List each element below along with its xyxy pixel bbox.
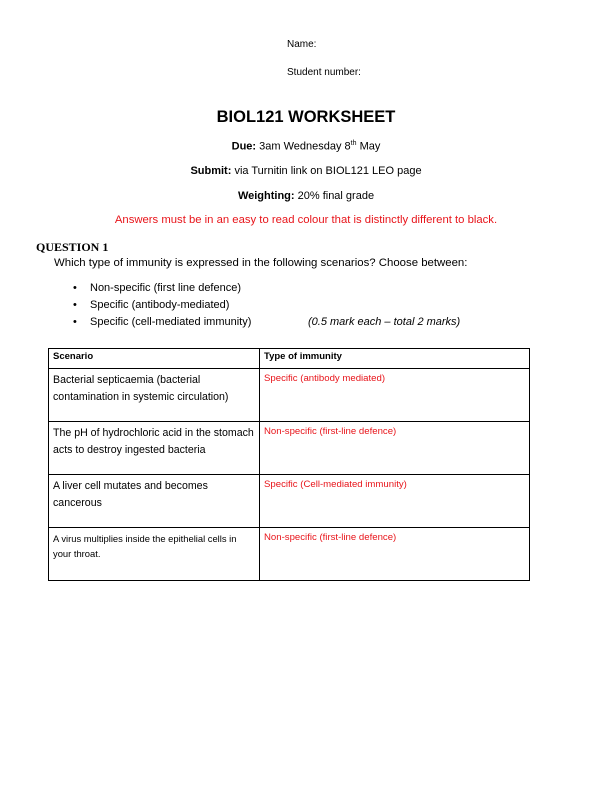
bullet-icon: • <box>73 299 77 311</box>
weighting-label: Weighting: <box>237 190 295 202</box>
student-number-label: Student number: <box>287 67 361 78</box>
column-header-scenario: Scenario <box>49 349 260 369</box>
table-row <box>49 369 530 422</box>
submit-value: via Turnitin link on BIOL121 LEO page <box>231 165 422 177</box>
table-row <box>49 475 530 528</box>
page-title: BIOL121 WORKSHEET <box>216 108 396 126</box>
answer-cell[interactable]: Specific (Cell-mediated immunity) <box>260 475 530 528</box>
question-1-prompt: Which type of immunity is expressed in the following scenarios? Choose between: <box>54 257 468 269</box>
scenario-cell: The pH of hydrochloric acid in the stomach acts to destroy ingested bacteria <box>49 422 260 475</box>
table-header-row <box>49 349 530 369</box>
options-list <box>54 280 574 331</box>
scenario-cell: Bacterial septicaemia (bacterial contamination in systemic circulation) <box>49 369 260 422</box>
option-item <box>54 280 574 297</box>
answer-cell[interactable]: Non-specific (first-line defence) <box>260 422 530 475</box>
due-value: 3am Wednesday 8 <box>256 140 351 153</box>
scenario-cell: A liver cell mutates and becomes cancerous <box>49 475 260 528</box>
immunity-table <box>48 348 530 581</box>
scenario-cell: A virus multiplies inside the epithelial cells in your throat. <box>49 528 260 581</box>
option-text: Specific (antibody-mediated) <box>90 299 230 311</box>
weighting-value: 20% final grade <box>294 190 375 202</box>
bullet-icon: • <box>73 282 77 294</box>
submit-label: Submit: <box>190 165 232 177</box>
weighting-line <box>0 190 612 202</box>
question-1-heading: QUESTION 1 <box>36 240 109 254</box>
table-row <box>49 422 530 475</box>
submit-line <box>0 165 612 177</box>
option-text: Specific (cell-mediated immunity) <box>90 316 252 328</box>
bullet-icon: • <box>73 316 77 328</box>
colour-warning: Answers must be in an easy to read colour that is distinctly different to black. <box>114 214 498 226</box>
table-row <box>49 528 530 581</box>
due-suffix: May <box>356 140 381 153</box>
column-header-type: Type of immunity <box>260 349 530 369</box>
name-label: Name: <box>287 39 317 50</box>
option-item <box>54 297 574 314</box>
answer-cell[interactable]: Specific (antibody mediated) <box>260 369 530 422</box>
option-text: Non-specific (first line defence) <box>90 282 242 294</box>
due-line <box>0 140 612 153</box>
due-sup: th <box>350 140 357 147</box>
answer-cell[interactable]: Non-specific (first-line defence) <box>260 528 530 581</box>
marks-note: (0.5 mark each – total 2 marks) <box>308 316 461 328</box>
due-label: Due: <box>231 140 257 153</box>
option-item <box>54 314 574 331</box>
